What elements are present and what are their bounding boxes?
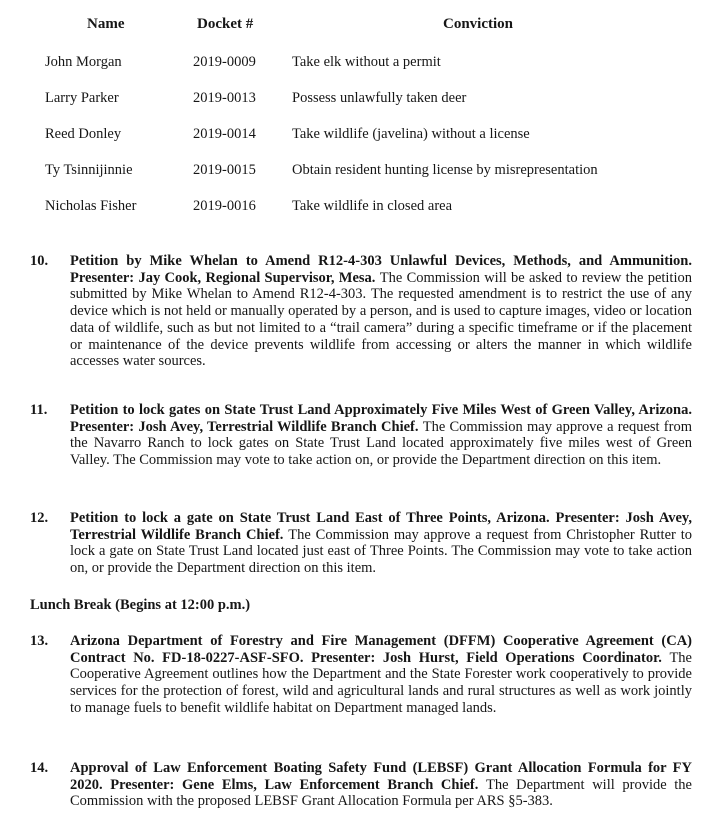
agenda-item-13 — [30, 633, 692, 717]
item-number: 10. — [30, 253, 49, 269]
item-text: The Commission will be asked to review the petition submitted by Mike Whelan to Amend R12-4-303. The requested amendment is to restrict the use of any device which is not held or manually operated by a person, and is used to capture images, video or location data of wildlife, such as but not limited to a “trail camera” during a specific timeframe or if the placement or maintenance of the device prevents wildlife from accessing or alters the manner in which wildlife accesses water sources. — [70, 269, 692, 370]
item-body — [70, 253, 692, 370]
agenda-item-12 — [30, 510, 692, 577]
table-row — [0, 54, 716, 76]
item-text: The Department will provide the Commission with the proposed LEBSF Grant Allocation Formula per ARS §5-383. — [70, 776, 692, 810]
row-name: Ty Tsinnijinnie — [45, 162, 133, 178]
table-row — [0, 162, 716, 184]
row-conviction: Take wildlife (javelina) without a license — [292, 126, 530, 142]
table-header — [0, 16, 716, 38]
item-title: Petition to lock a gate on State Trust Land East of Three Points, Arizona. Presenter: Josh Avey, Terrestrial Wildlife Branch Chief. — [70, 510, 692, 543]
item-number: 14. — [30, 760, 49, 776]
lunch-break: Lunch Break (Begins at 12:00 p.m.) — [30, 597, 251, 613]
row-conviction: Possess unlawfully taken deer — [292, 90, 467, 106]
row-name: Reed Donley — [45, 126, 122, 142]
item-body — [70, 633, 692, 717]
row-name: Larry Parker — [45, 90, 119, 106]
item-text: The Commission may approve a request from the Navarro Ranch to lock gates on State Trust Land located approximately five miles west of Green Valley. The Commission may vote to take action on, or provide the Department direction on this item. — [70, 418, 692, 469]
item-title: Arizona Department of Forestry and Fire Management (DFFM) Cooperative Agreement (CA) Contract No. FD-18-0227-ASF-SFO. Presenter: Josh Hurst, Field Operations Coordinator. — [70, 633, 692, 666]
table-row — [0, 198, 716, 220]
row-conviction: Take elk without a permit — [292, 54, 441, 70]
header-name: Name — [87, 16, 125, 32]
item-title: Petition by Mike Whelan to Amend R12-4-303 Unlawful Devices, Methods, and Ammunition. Presenter: Jay Cook, Regional Supervisor, Mesa. — [70, 253, 692, 286]
item-number: 12. — [30, 510, 49, 526]
row-docket: 2019-0013 — [193, 90, 256, 106]
item-body — [70, 402, 692, 469]
item-number: 11. — [30, 402, 48, 418]
agenda-item-11 — [30, 402, 692, 469]
agenda-item-10 — [30, 253, 692, 370]
row-docket: 2019-0016 — [193, 198, 256, 214]
table-row — [0, 90, 716, 112]
row-conviction: Take wildlife in closed area — [292, 198, 453, 214]
header-docket: Docket # — [197, 16, 254, 32]
row-name: Nicholas Fisher — [45, 198, 137, 214]
item-number: 13. — [30, 633, 49, 649]
row-docket: 2019-0014 — [193, 126, 256, 142]
item-title: Approval of Law Enforcement Boating Safety Fund (LEBSF) Grant Allocation Formula for FY 2020. Presenter: Gene Elms, Law Enforcement Branch Chief. — [70, 760, 692, 793]
header-conviction: Conviction — [443, 16, 514, 32]
row-docket: 2019-0009 — [193, 54, 256, 70]
agenda-item-14 — [30, 760, 692, 810]
table-row — [0, 126, 716, 148]
item-body — [70, 760, 692, 810]
row-name: John Morgan — [45, 54, 122, 70]
row-docket: 2019-0015 — [193, 162, 256, 178]
item-text: The Commission may approve a request from Christopher Rutter to lock a gate on State Trust Land located just east of Three Points. The Commission may vote to take action on, or provide the Department direction on this item. — [70, 526, 692, 577]
item-text: The Cooperative Agreement outlines how the Department and the State Forester work cooperatively to provide services for the protection of forest, wild and agricultural lands and rural structures as well as work jointly to manage fuels to benefit wildlife habitat on Department managed lands. — [70, 649, 692, 716]
item-body — [70, 510, 692, 577]
row-conviction: Obtain resident hunting license by misrepresentation — [292, 162, 598, 178]
item-title: Petition to lock gates on State Trust Land Approximately Five Miles West of Green Valley, Arizona. Presenter: Josh Avey, Terrestrial Wildlife Branch Chief. — [70, 402, 692, 435]
